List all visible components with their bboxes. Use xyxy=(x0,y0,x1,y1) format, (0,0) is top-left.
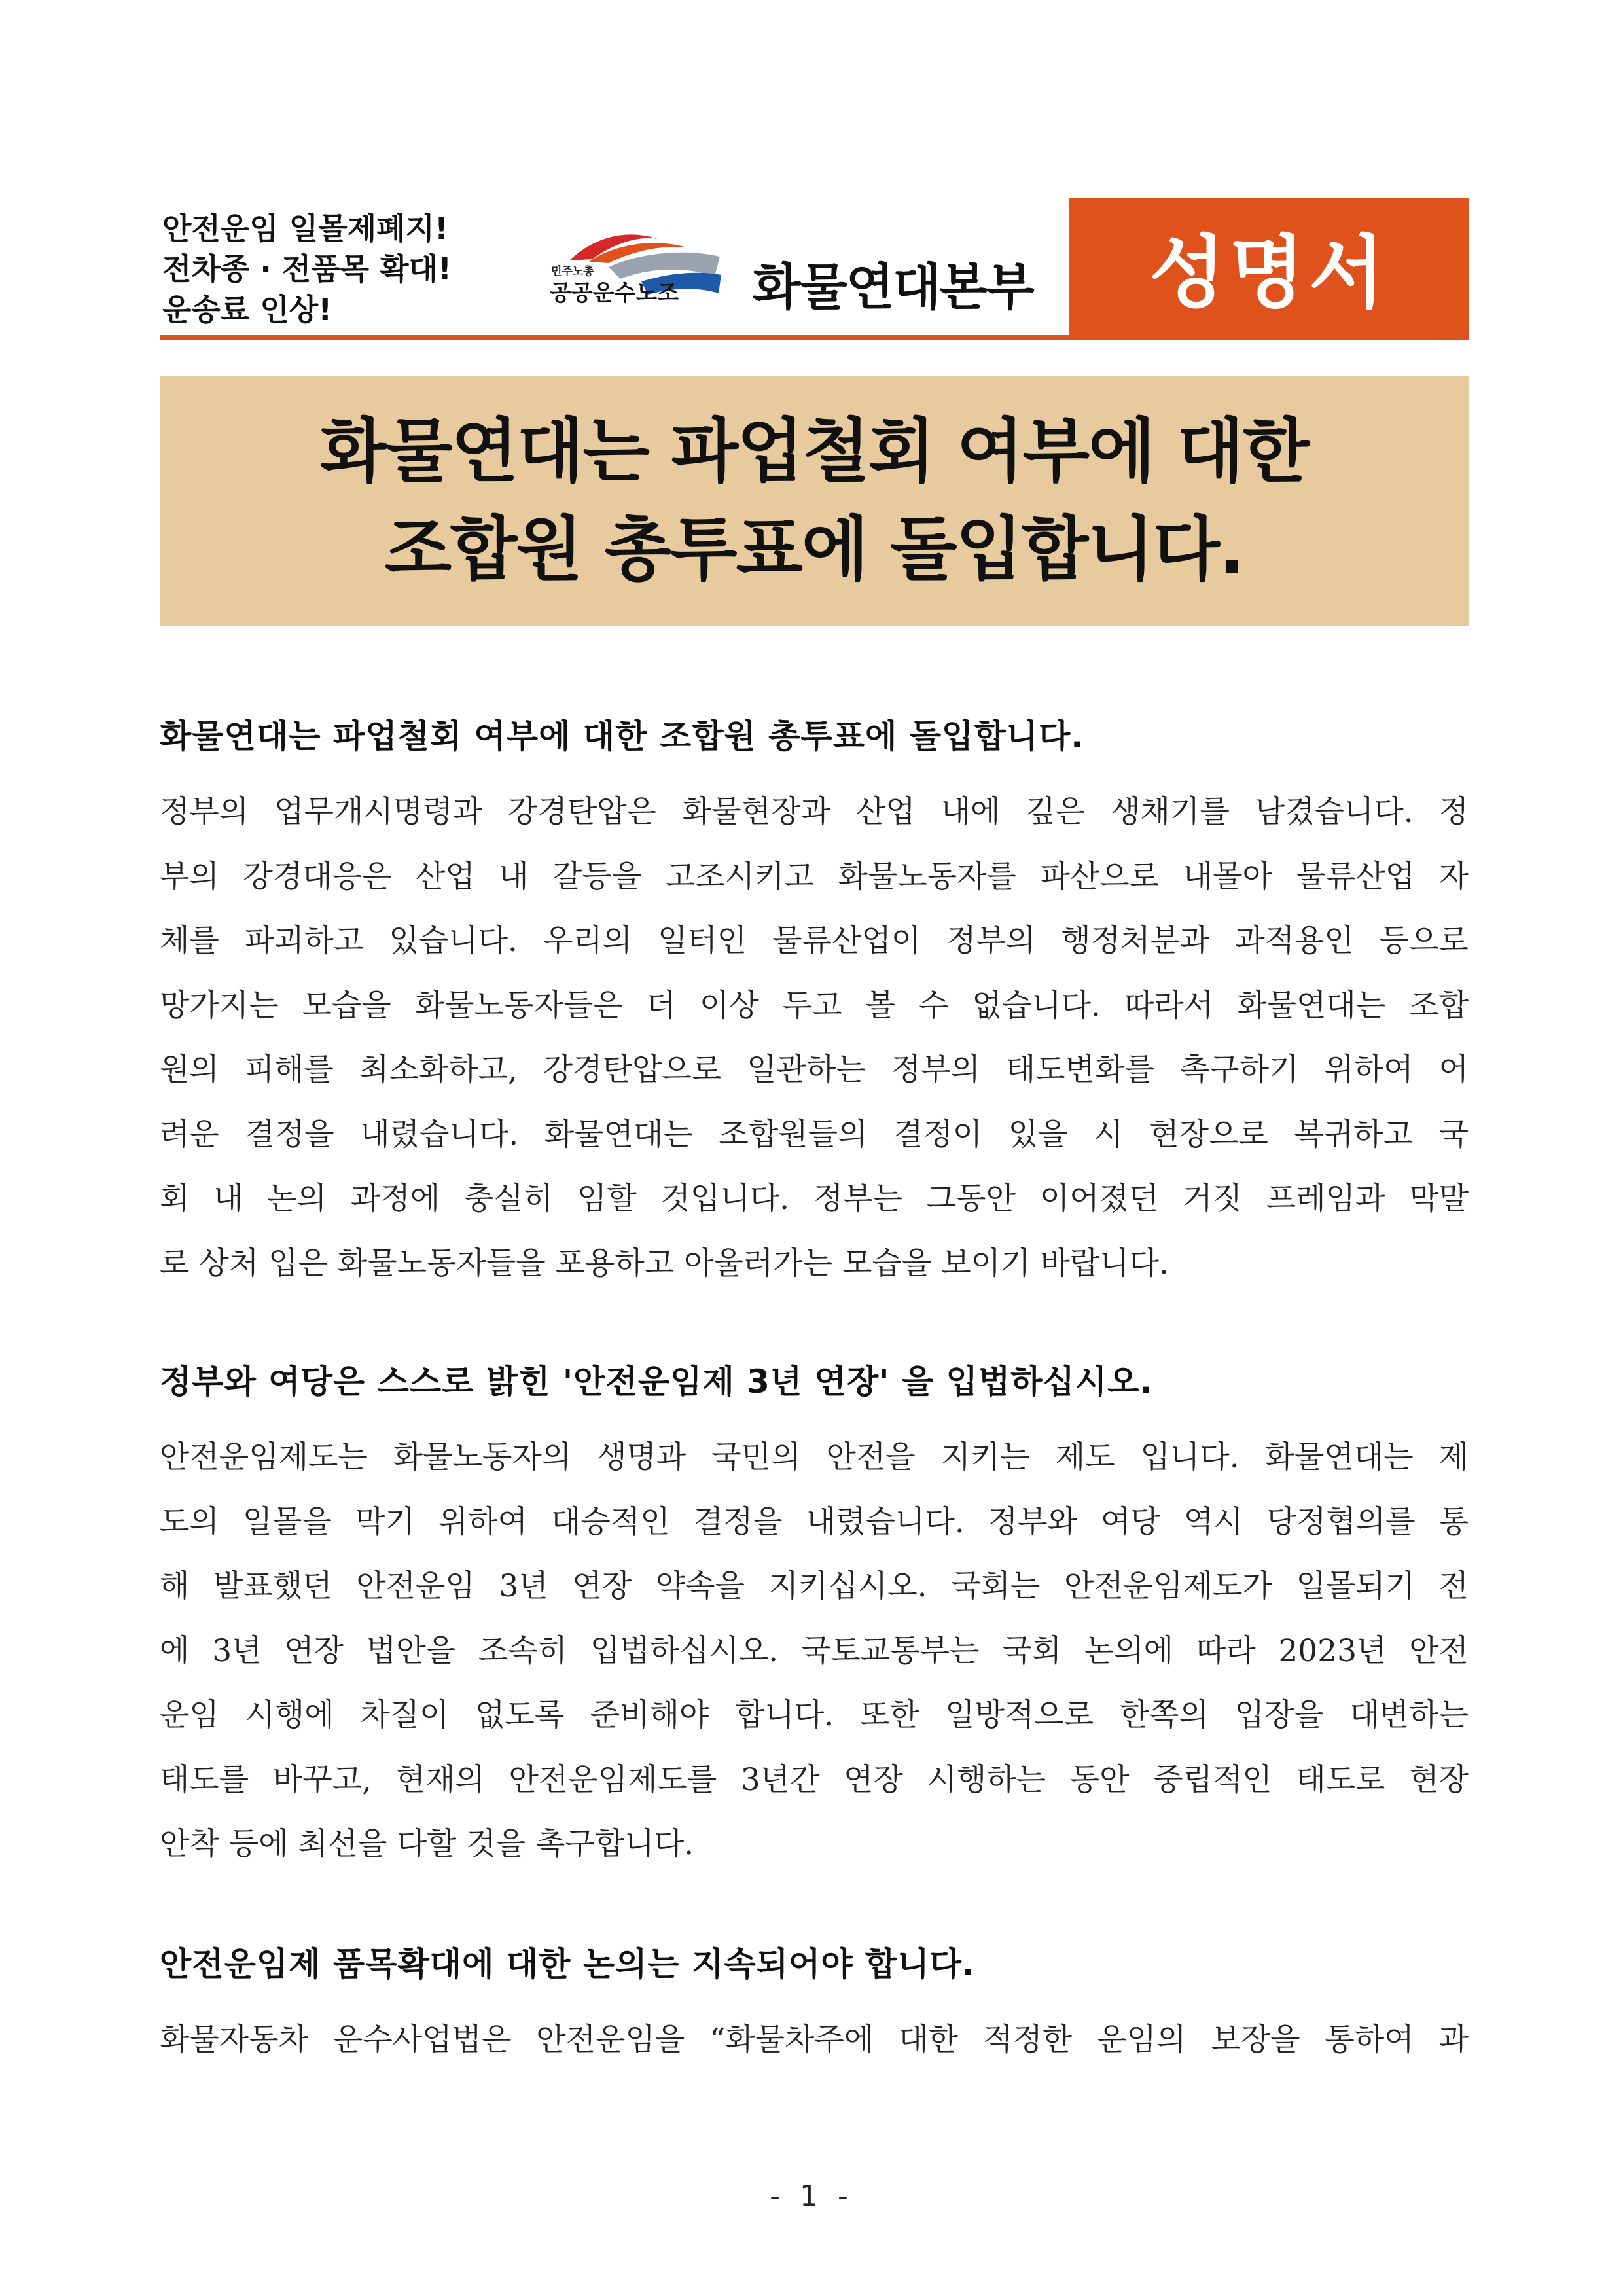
paragraph-line: 안착 등에 최선을 다할 것을 촉구합니다. xyxy=(160,1826,694,1862)
slogan-line: 전차종 · 전품목 확대! xyxy=(162,251,452,287)
section-heading: 정부와 여당은 스스로 밝힌 '안전운임제 3년 연장' 을 입법하십시오. xyxy=(160,1363,1153,1401)
section-heading: 안전운임제 품목확대에 대한 논의는 지속되어야 합니다. xyxy=(160,1945,975,1983)
title-banner xyxy=(160,376,1469,626)
paragraph-line: 에 3년 연장 법안을 조속히 입법하십시오. 국토교통부는 국회 논의에 따라 2023년 안전 xyxy=(160,1632,1469,1669)
section-heading: 화물연대는 파업철회 여부에 대한 조합원 총투표에 돌입합니다. xyxy=(160,717,1084,755)
paragraph-line: 해 발표했던 안전운임 3년 연장 약속을 지키십시오. 국회는 안전운임제도가 일몰되기 전 xyxy=(160,1568,1469,1604)
title-line-1: 화물연대는 파업철회 여부에 대한 xyxy=(319,411,1309,492)
section-paragraph xyxy=(160,780,1469,1296)
statement-body xyxy=(160,713,1469,2135)
paragraph-line: 안전운임제도는 화물노동자의 생명과 국민의 안전을 지키는 제도 입니다. 화물연대는 제 xyxy=(160,1439,1469,1475)
section-3 xyxy=(160,1941,1469,2073)
paragraph-line: 로 상처 입은 화물노동자들을 포용하고 아울러가는 모습을 보이기 바랍니다. xyxy=(160,1245,1169,1282)
paragraph-line: 회 내 논의 과정에 충실히 임할 것입니다. 정부는 그동안 이어졌던 거짓 프레임과 막말 xyxy=(160,1181,1469,1217)
union-logo xyxy=(543,216,1067,321)
section-1 xyxy=(160,713,1469,1296)
section-paragraph xyxy=(160,2008,1469,2073)
slogan-line: 안전운임 일몰제폐지! xyxy=(162,211,448,246)
paragraph-line: 운임 시행에 차질이 없도록 준비해야 합니다. 또한 일방적으로 한쪽의 입장을 대변하는 xyxy=(160,1697,1469,1733)
section-2 xyxy=(160,1359,1469,1877)
logo-small-text: 민주노총 xyxy=(551,265,594,278)
paragraph-line: 정부의 업무개시명령과 강경탄압은 화물현장과 산업 내에 깊은 생채기를 남겼습니다. 정 xyxy=(160,794,1469,830)
paragraph-line: 부의 강경대응은 산업 내 갈등을 고조시키고 화물노동자를 파산으로 내몰아 물류산업 자 xyxy=(160,858,1469,895)
paragraph-line: 체를 파괴하고 있습니다. 우리의 일터인 물류산업이 정부의 행정처분과 과적용인 등으로 xyxy=(160,923,1469,959)
slogan-line: 운송료 인상! xyxy=(162,292,332,327)
org-name: 화물연대본부 xyxy=(753,258,1033,316)
title-line-2: 조합원 총투표에 돌입합니다. xyxy=(384,509,1244,590)
paragraph-line: 원의 피해를 최소화하고, 강경탄압으로 일관하는 정부의 태도변화를 촉구하기 위하여 어 xyxy=(160,1052,1469,1088)
logo-union-name: 공공운수노조 xyxy=(550,280,679,306)
statement-badge: 성명서 xyxy=(1069,198,1469,335)
paragraph-line: 망가지는 모습을 화물노동자들은 더 이상 두고 볼 수 없습니다. 따라서 화물연대는 조합 xyxy=(160,987,1469,1024)
paragraph-line: 태도를 바꾸고, 현재의 안전운임제도를 3년간 연장 시행하는 동안 중립적인 태도로 현장 xyxy=(160,1761,1469,1798)
slogan-block xyxy=(162,208,529,330)
paragraph-line: 도의 일몰을 막기 위하여 대승적인 결정을 내렸습니다. 정부와 여당 역시 당정협의를 통 xyxy=(160,1503,1469,1540)
paragraph-line: 화물자동차 운수사업법은 안전운임을 “화물차주에 대한 적정한 운임의 보장을 통하여 과 xyxy=(160,2021,1469,2058)
paragraph-line: 려운 결정을 내렸습니다. 화물연대는 조합원들의 결정이 있을 시 현장으로 복귀하고 국 xyxy=(160,1116,1469,1153)
section-paragraph xyxy=(160,1426,1469,1877)
page-number: - 1 - xyxy=(770,2179,853,2213)
header-divider xyxy=(160,335,1469,340)
